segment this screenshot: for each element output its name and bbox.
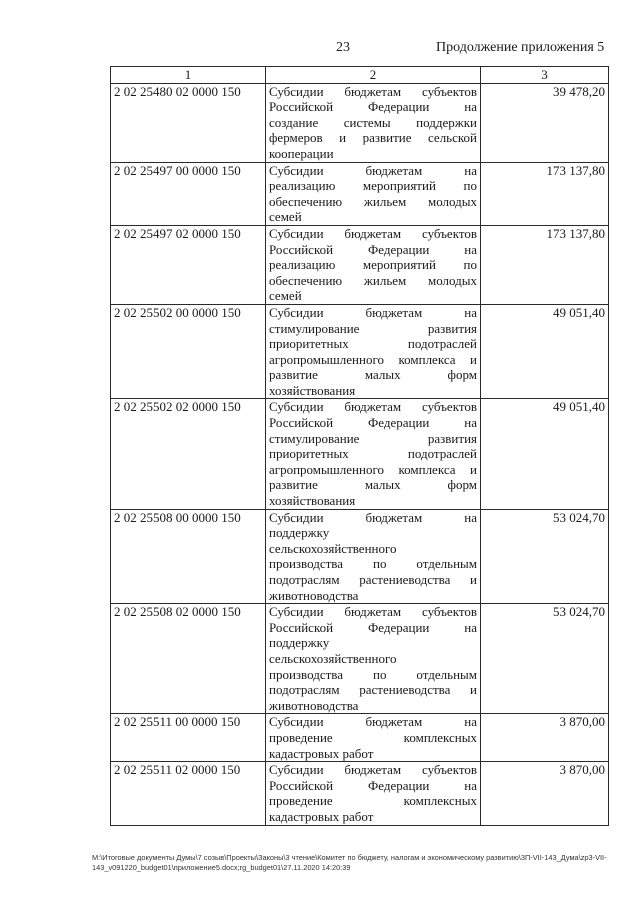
continuation-note: Продолжение приложения 5 bbox=[436, 40, 605, 55]
description-line: стимулирование развития bbox=[269, 430, 477, 446]
description-line: обеспечению жильем молодых bbox=[269, 272, 477, 288]
budget-amount: 39 478,20 bbox=[481, 83, 609, 162]
description-line: создание системы поддержки bbox=[269, 114, 477, 130]
budget-description bbox=[266, 714, 481, 762]
budget-code: 2 02 25502 02 0000 150 bbox=[111, 399, 266, 509]
column-header-description: 2 bbox=[266, 67, 481, 84]
description-line: Российской Федерации на bbox=[269, 415, 477, 431]
table-row bbox=[111, 304, 609, 399]
description-line: обеспечению жильем молодых bbox=[269, 193, 477, 209]
file-path-footer bbox=[92, 853, 622, 873]
table-row bbox=[111, 162, 609, 225]
description-line: Субсидии бюджетам субъектов bbox=[269, 225, 477, 241]
description-line: подотраслям растениеводства и bbox=[269, 572, 477, 587]
budget-description bbox=[266, 509, 481, 604]
description-line: хозяйствования bbox=[269, 382, 356, 398]
table-body bbox=[111, 83, 609, 825]
table-row bbox=[111, 399, 609, 509]
description-line: Субсидии бюджетам субъектов bbox=[269, 83, 477, 99]
table-header-row bbox=[111, 67, 609, 84]
budget-amount: 173 137,80 bbox=[481, 162, 609, 225]
description-line: Субсидии бюджетам на bbox=[269, 509, 477, 525]
budget-description bbox=[266, 83, 481, 162]
budget-code: 2 02 25511 00 0000 150 bbox=[111, 714, 266, 762]
budget-description bbox=[266, 762, 481, 825]
description-line: сельскохозяйственного bbox=[269, 650, 397, 666]
revenue-table bbox=[110, 66, 609, 826]
description-line: Российской Федерации на bbox=[269, 241, 477, 257]
description-line: кадастровых работ bbox=[269, 745, 374, 761]
budget-amount: 173 137,80 bbox=[481, 225, 609, 304]
description-line: поддержку bbox=[269, 525, 330, 541]
description-line: Субсидии бюджетам субъектов bbox=[269, 762, 477, 778]
budget-code: 2 02 25497 02 0000 150 bbox=[111, 225, 266, 304]
table-row bbox=[111, 225, 609, 304]
description-line: животноводства bbox=[269, 697, 359, 713]
table-row bbox=[111, 604, 609, 714]
description-line: хозяйствования bbox=[269, 493, 356, 509]
budget-code: 2 02 25497 00 0000 150 bbox=[111, 162, 266, 225]
budget-amount: 3 870,00 bbox=[481, 714, 609, 762]
description-line: Российской Федерации на bbox=[269, 99, 477, 115]
page-number: 23 bbox=[336, 40, 350, 55]
budget-amount: 3 870,00 bbox=[481, 762, 609, 825]
table-row bbox=[111, 509, 609, 604]
budget-description bbox=[266, 399, 481, 509]
description-line: животноводства bbox=[269, 587, 359, 603]
description-line: кадастровых работ bbox=[269, 808, 374, 824]
description-line: сельскохозяйственного bbox=[269, 540, 397, 556]
footer-line-2: 143_v091220_budget01\приложение5.docx;rg_budget01\27.11.2020 14:20:39 bbox=[92, 863, 351, 872]
table-row bbox=[111, 83, 609, 162]
description-line: производства по отдельным bbox=[269, 556, 477, 572]
description-line: стимулирование развития bbox=[269, 320, 477, 336]
budget-amount: 53 024,70 bbox=[481, 604, 609, 714]
description-line: фермеров и развитие сельской bbox=[269, 130, 477, 146]
budget-description bbox=[266, 162, 481, 225]
description-line: Субсидии бюджетам субъектов bbox=[269, 604, 477, 620]
description-line: приоритетных подотраслей bbox=[269, 446, 477, 462]
description-line: реализацию мероприятий по bbox=[269, 257, 477, 273]
description-line: поддержку bbox=[269, 635, 330, 651]
budget-amount: 49 051,40 bbox=[481, 399, 609, 509]
description-line: развитие малых форм bbox=[269, 367, 477, 383]
description-line: Субсидии бюджетам на bbox=[269, 304, 477, 320]
table-row bbox=[111, 714, 609, 762]
description-line: проведение комплексных bbox=[269, 729, 477, 745]
budget-code: 2 02 25508 00 0000 150 bbox=[111, 509, 266, 604]
description-line: подотраслям растениеводства и bbox=[269, 682, 477, 698]
budget-code: 2 02 25508 02 0000 150 bbox=[111, 604, 266, 714]
budget-code: 2 02 25480 02 0000 150 bbox=[111, 83, 266, 162]
budget-description bbox=[266, 304, 481, 399]
budget-code: 2 02 25502 00 0000 150 bbox=[111, 304, 266, 399]
description-line: проведение комплексных bbox=[269, 793, 477, 809]
budget-code: 2 02 25511 02 0000 150 bbox=[111, 762, 266, 825]
budget-amount: 49 051,40 bbox=[481, 304, 609, 399]
footer-line-1: M:\Итоговые документы Думы\7 созыв\Проекты\Законы\3 чтение\Комитет по бюджету, налогам и экономическому развитию\3П-VII-143_Дума\zp3-VII- bbox=[92, 853, 607, 862]
description-line: Российской Федерации на bbox=[269, 777, 477, 793]
description-line: Субсидии бюджетам субъектов bbox=[269, 399, 477, 415]
description-line: Субсидии бюджетам на bbox=[269, 162, 477, 178]
description-line: производства по отдельным bbox=[269, 666, 477, 682]
description-line: приоритетных подотраслей bbox=[269, 336, 477, 352]
description-line: семей bbox=[269, 209, 302, 225]
description-line: реализацию мероприятий по bbox=[269, 178, 477, 194]
description-line: агропромышленного комплекса и bbox=[269, 351, 477, 367]
column-header-amount: 3 bbox=[481, 67, 609, 84]
budget-description bbox=[266, 604, 481, 714]
budget-amount: 53 024,70 bbox=[481, 509, 609, 604]
description-line: семей bbox=[269, 288, 302, 304]
column-header-code: 1 bbox=[111, 67, 266, 84]
description-line: агропромышленного комплекса и bbox=[269, 461, 477, 477]
description-line: Субсидии бюджетам на bbox=[269, 714, 477, 730]
table-row bbox=[111, 762, 609, 825]
description-line: кооперации bbox=[269, 145, 334, 161]
description-line: развитие малых форм bbox=[269, 477, 477, 493]
budget-description bbox=[266, 225, 481, 304]
description-line: Российской Федерации на bbox=[269, 619, 477, 635]
